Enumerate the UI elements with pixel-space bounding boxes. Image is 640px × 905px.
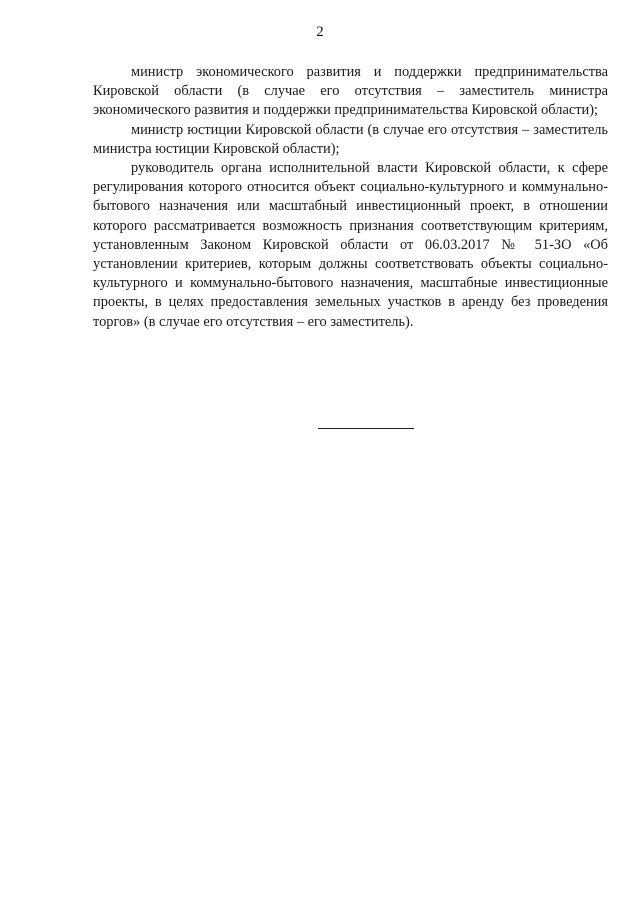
paragraph-justice-minister: министр юстиции Кировской области (в случае его отсутствия – заместитель министра юстиции Кировской области); xyxy=(93,121,608,157)
paragraph-executive-head: руководитель органа исполнительной власти Кировской области, к сфере регулирования которого относится объект социально-культурного и коммунально-бытового назначения или масштабный инвестиционный проект, в отношении которого рассматривается возможность признания соответствующим критериям, установленным Законом Кировской области от 06.03.2017 № 51-ЗО «Об установлении критериев, которым должны соответствовать объекты социально-культурного и коммунально-бытового назначения, масштабные инвестиционные проекты, в целях предоставления земельных участков в аренду без проведения торгов» (в случае его отсутствия – его заместитель). xyxy=(93,160,608,330)
paragraph-economy-minister: министр экономического развития и поддержки предпринимательства Кировской области (в случае его отсутствия – заместитель министра экономического развития и поддержки предпринимательства Кировской области); xyxy=(93,64,608,119)
document-body xyxy=(93,63,608,332)
end-separator-line xyxy=(318,428,414,429)
page-number: 2 xyxy=(316,24,324,40)
